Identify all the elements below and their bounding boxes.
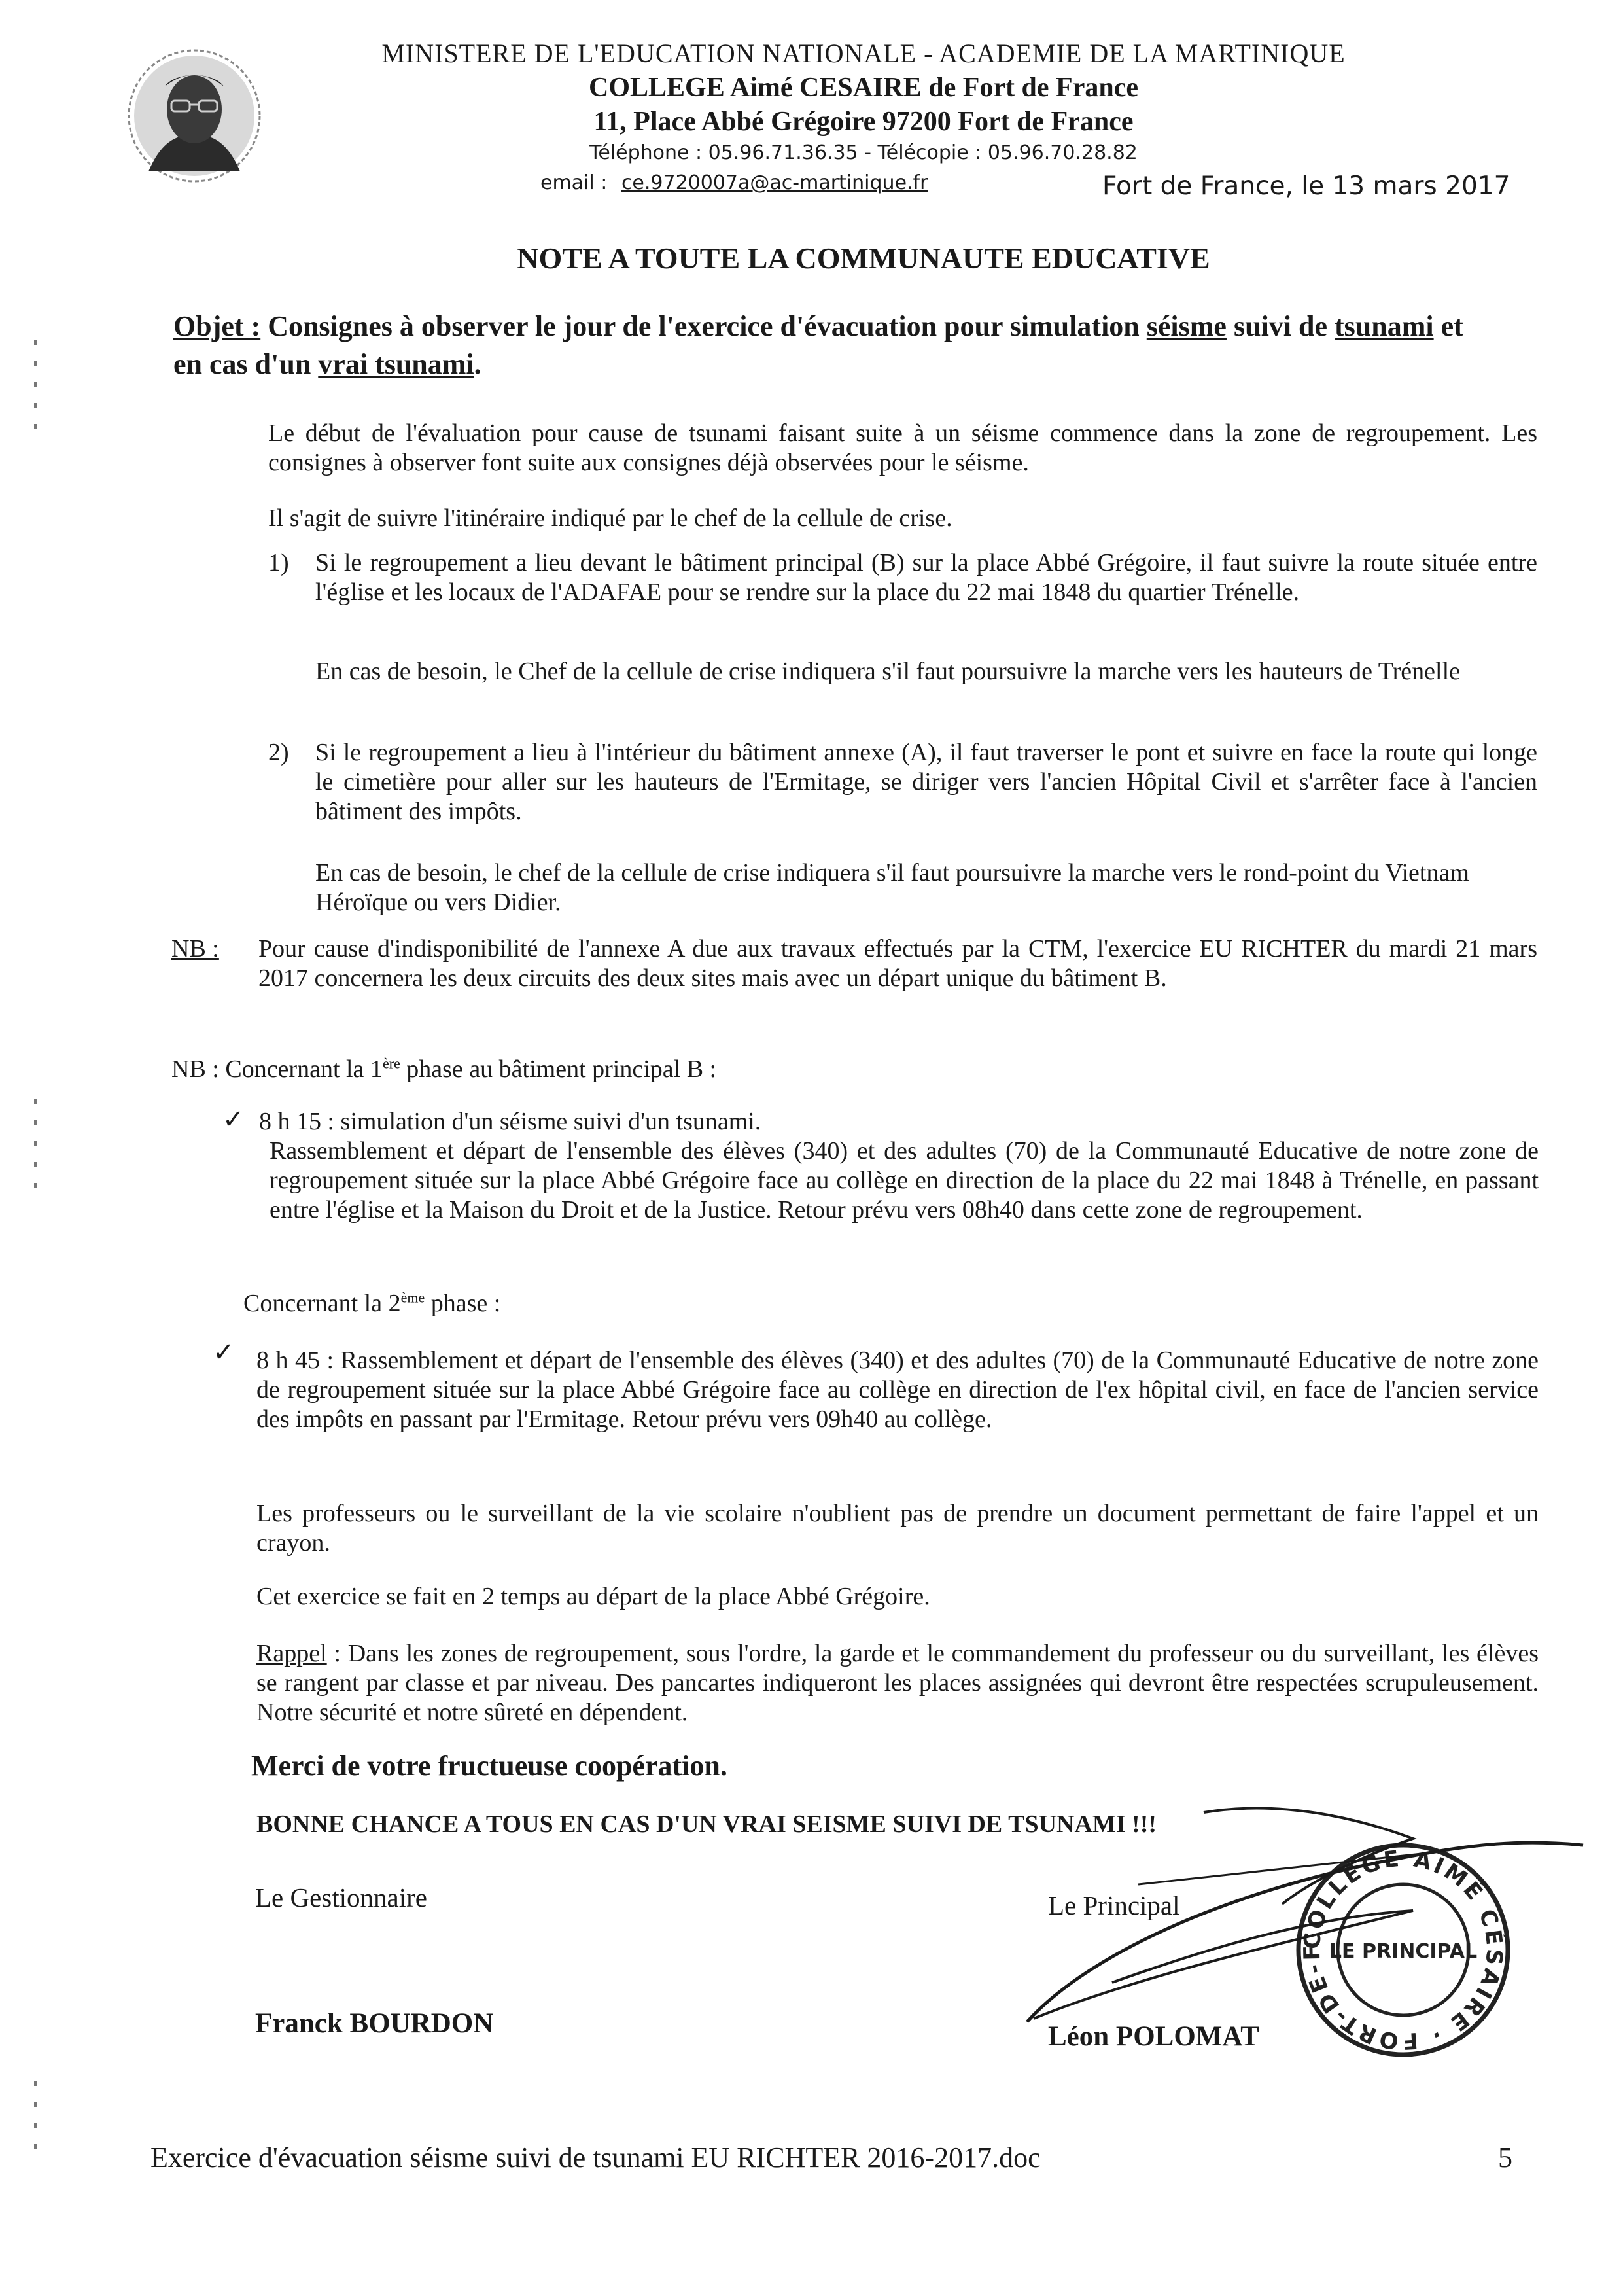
phase2-check-icon: ✓ xyxy=(213,1337,235,1368)
nb2-suffix: phase au bâtiment principal B : xyxy=(400,1055,717,1083)
header-email-line xyxy=(540,171,928,194)
document-title: NOTE A TOUTE LA COMMUNAUTE EDUCATIVE xyxy=(517,241,1210,275)
phase2-heading xyxy=(243,1289,1028,1318)
left-role: Le Gestionnaire xyxy=(255,1882,427,1913)
bonne-chance-line: BONNE CHANCE A TOUS EN CAS D'UN VRAI SEISME SUIVI DE TSUNAMI !!! xyxy=(256,1810,1157,1838)
objet-vrai-tsunami: vrai tsunami xyxy=(318,348,474,380)
objet-tsunami: tsunami xyxy=(1335,310,1434,342)
objet-block xyxy=(173,308,1495,383)
place-date: Fort de France, le 13 mars 2017 xyxy=(1102,171,1510,201)
header-ministry: MINISTERE DE L'EDUCATION NATIONALE - ACADEMIE DE LA MARTINIQUE xyxy=(381,39,1346,68)
principal-signature xyxy=(1007,1760,1596,2035)
margin-marks-bottom xyxy=(34,2081,37,2164)
phase1-time: 8 h 15 : simulation d'un séisme suivi d'un tsunami. xyxy=(259,1108,761,1135)
phase1-text: Rassemblement et départ de l'ensemble des élèves (340) et des adultes (70) de la Communauté Educative de notre zone de regroupement située sur la place Abbé Grégoire face au collège en direction de la place du 22 mai 1848 à Trénelle, en passant entre l'église et la Maison du Droit et de la Justice. Retour prévu vers 08h40 dans cette zone de regroupement. xyxy=(270,1137,1539,1224)
margin-marks-middle xyxy=(34,1099,37,1204)
objet-text-c: et en cas d'un xyxy=(173,310,1463,380)
profs-paragraph: Les professeurs ou le surveillant de la vie scolaire n'oublient pas de prendre un document permettant de faire l'appel et un crayon. xyxy=(256,1500,1539,1557)
objet-seisme: séisme xyxy=(1146,310,1227,342)
nb2-heading xyxy=(171,1055,1153,1084)
footer-filename: Exercice d'évacuation séisme suivi de tsunami EU RICHTER 2016-2017.doc xyxy=(150,2142,1041,2174)
item-2-sub: En cas de besoin, le chef de la cellule de crise indiquera s'il faut poursuivre la marche vers le rond-point du Vietnam Héroïque ou vers Didier. xyxy=(315,859,1469,916)
rappel-label: Rappel xyxy=(256,1640,327,1667)
intro-paragraph-2: Il s'agit de suivre l'itinéraire indiqué par le chef de la cellule de crise. xyxy=(268,504,952,532)
email-label: email : xyxy=(540,171,608,194)
objet-text-b: suivi de xyxy=(1233,310,1328,342)
left-name: Franck BOURDON xyxy=(255,2008,494,2039)
phase1-check-icon: ✓ xyxy=(222,1104,245,1135)
objet-end: . xyxy=(474,348,481,380)
right-name: Léon POLOMAT xyxy=(1048,2021,1259,2052)
rappel-paragraph xyxy=(256,1639,1539,1727)
objet-label: Objet : xyxy=(173,310,261,342)
header-address: 11, Place Abbé Grégoire 97200 Fort de France xyxy=(593,107,1134,137)
header-college: COLLEGE Aimé CESAIRE de Fort de France xyxy=(589,73,1138,103)
phase2-suffix: phase : xyxy=(425,1290,501,1317)
right-role: Le Principal xyxy=(1048,1890,1180,1920)
intro-paragraph-1: Le début de l'évaluation pour cause de tsunami faisant suite à un séisme commence dans la zone de regroupement. Les consignes à observer font suite aux consignes déjà observées pour le séisme. xyxy=(268,419,1537,476)
merci-line: Merci de votre fructueuse coopération. xyxy=(251,1750,727,1782)
item-2-number: 2) xyxy=(268,739,289,766)
exercise-paragraph: Cet exercice se fait en 2 temps au départ de la place Abbé Grégoire. xyxy=(256,1583,930,1610)
phase2-prefix: Concernant la 2 xyxy=(243,1290,401,1317)
nb2-prefix: NB : Concernant la 1 xyxy=(171,1055,383,1083)
footer-page-number: 5 xyxy=(1498,2142,1512,2174)
email-link[interactable]: ce.9720007a@ac-martinique.fr xyxy=(621,171,928,194)
item-1-number: 1) xyxy=(268,549,289,576)
item-1-sub: En cas de besoin, le Chef de la cellule de crise indiquera s'il faut poursuivre la marche vers les hauteurs de Trénelle xyxy=(315,658,1461,685)
item-2-text: Si le regroupement a lieu à l'intérieur du bâtiment annexe (A), il faut traverser le pont et suivre en face la route qui longe le cimetière pour aller sur les hauteurs de l'Ermitage, se diriger vers l'ancien Hôpital Civil et s'arrêter face à l'ancien bâtiment des impôts. xyxy=(315,739,1537,825)
nb2-sup: ère xyxy=(382,1055,400,1072)
stamp-ring-text: COLLÈGE AIMÉ CÉSAIRE · FORT-DE-F xyxy=(1299,1845,1508,2055)
phase2-text: 8 h 45 : Rassemblement et départ de l'ensemble des élèves (340) et des adultes (70) de la Communauté Educative de notre zone de regroupement située sur la place Abbé Grégoire face au collège en direction de l'ex hôpital civil, en face de l'ancien service des impôts en passant par l'Ermitage. Retour prévu vers 09h40 au collège. xyxy=(256,1347,1539,1433)
item-1-text: Si le regroupement a lieu devant le bâtiment principal (B) sur la place Abbé Grégoire, il faut suivre la route située entre l'église et les locaux de l'ADAFAE pour se rendre sur la place du 22 mai 1848 du quartier Trénelle. xyxy=(315,549,1537,606)
rappel-text: : Dans les zones de regroupement, sous l'ordre, la garde et le commandement du professeur ou du surveillant, les élèves se rangent par classe et par niveau. Des pancartes indiqueront les places assignées qui devront être respectées scrupuleusement. Notre sécurité et notre sûreté en dépendent. xyxy=(256,1640,1539,1726)
objet-text-a: Consignes à observer le jour de l'exercice d'évacuation pour simulation xyxy=(268,310,1140,342)
margin-marks-top xyxy=(34,340,37,445)
stamp-center-text: LE PRINCIPAL xyxy=(1329,1940,1478,1963)
college-logo xyxy=(126,47,263,185)
nb1-text: Pour cause d'indisponibilité de l'annexe A due aux travaux effectués par la CTM, l'exercice EU RICHTER du mardi 21 mars 2017 concernera les deux circuits des deux sites mais avec un départ unique du bâtiment B. xyxy=(258,935,1537,992)
phase2-sup: ème xyxy=(400,1289,425,1306)
nb1-label: NB : xyxy=(171,935,219,963)
header-phone: Téléphone : 05.96.71.36.35 - Télécopie : 05.96.70.28.82 xyxy=(589,141,1138,164)
